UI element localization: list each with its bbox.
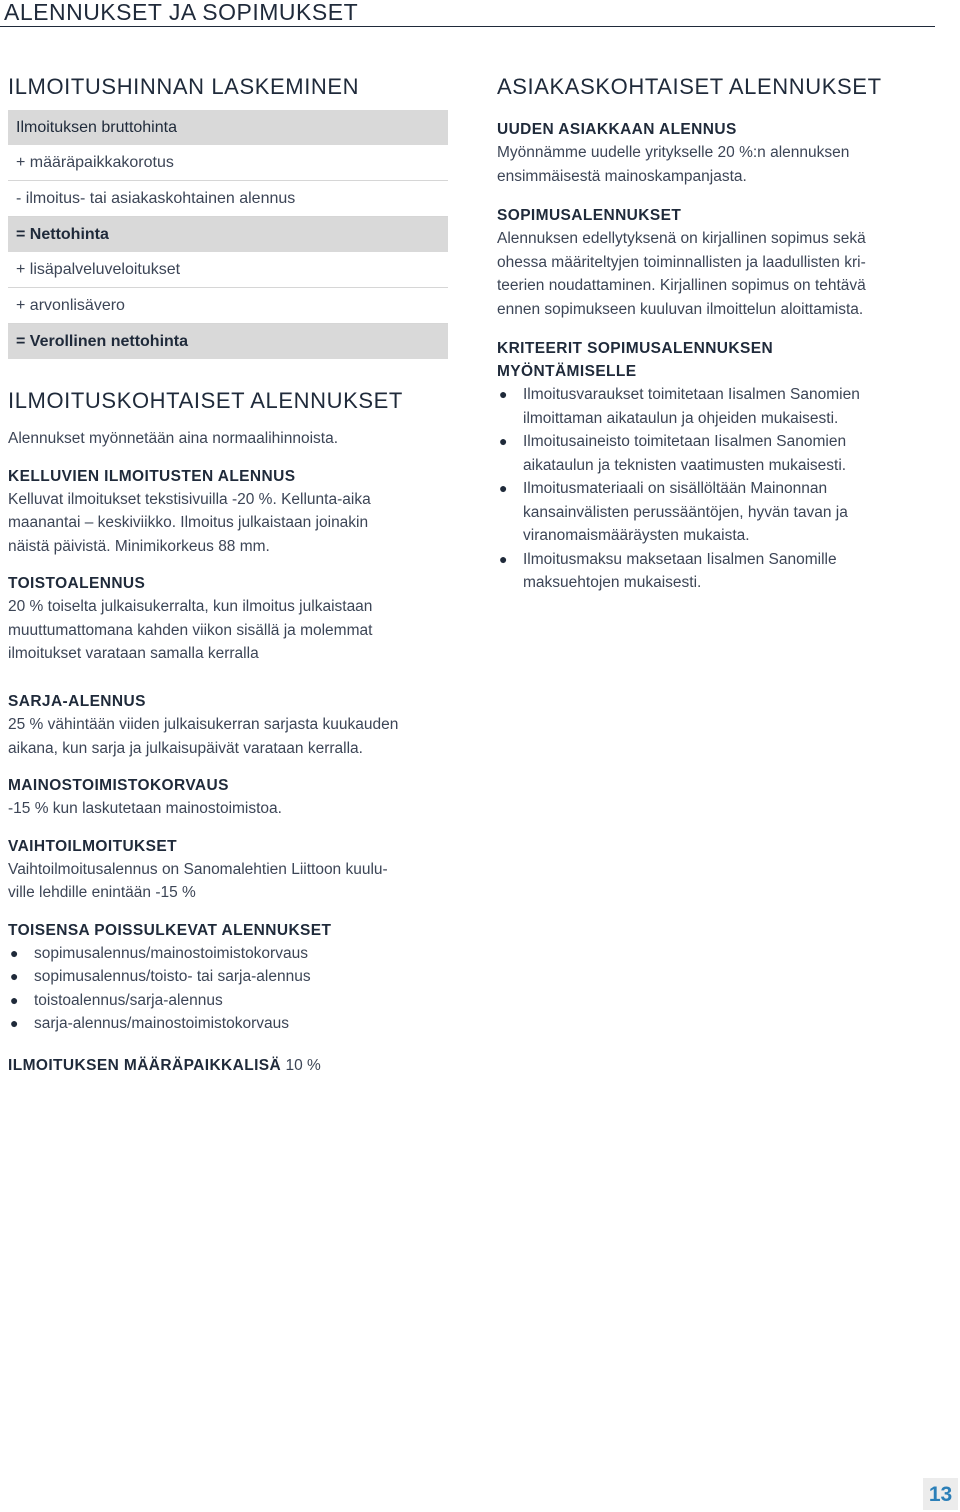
contract-discounts-line: teerien noudattaminen. Kirjallinen sopimus on tehtävä [497, 277, 866, 294]
list-item [8, 1012, 458, 1036]
page-number: 13 [923, 1478, 958, 1510]
list-item [497, 430, 937, 477]
contract-discounts-line: Alennuksen edellytyksenä on kirjallinen sopimus sekä [497, 230, 866, 247]
contract-discounts-heading: SOPIMUSALENNUKSET [497, 207, 682, 224]
series-discount-section [8, 690, 458, 760]
repeat-discount-line: 20 % toiselta julkaisukerralta, kun ilmoitus julkaistaan [8, 598, 373, 615]
bullet-icon: ● [10, 991, 19, 1008]
bullet-icon: ● [10, 1015, 19, 1031]
bullet-icon: ● [499, 433, 508, 449]
list-item [497, 477, 937, 548]
list-item-text: maksuehtojen mukaisesti. [523, 574, 702, 591]
criteria-heading: MYÖNTÄMISELLE [497, 363, 637, 380]
list-item [8, 965, 458, 989]
contract-discounts-line: ennen sopimukseen kuuluvan ilmoittelun aloittamista. [497, 300, 864, 318]
list-item [8, 942, 458, 966]
repeat-discount-line: ilmoitukset varataan samalla kerralla [8, 645, 259, 662]
repeat-discount-heading: TOISTOALENNUS [8, 575, 146, 592]
bullet-icon: ● [499, 480, 508, 496]
left-column [8, 72, 448, 680]
placement-surcharge-value: 10 % [281, 1056, 321, 1074]
page-title: ALENNUKSET JA SOPIMUKSET [4, 0, 359, 25]
contract-discounts-section [497, 204, 937, 321]
agency-fee-heading: MAINOSTOIMISTOKORVAUS [8, 777, 229, 794]
exclusive-discounts-list [8, 942, 458, 1036]
price-calc-title: ILMOITUSHINNAN LASKEMINEN [8, 74, 360, 99]
list-item-text: sopimusalennus/toisto- tai sarja-alennus [34, 968, 311, 985]
new-customer-section [497, 118, 937, 188]
contract-discounts-line: ohessa määriteltyjen toiminnallisten ja laadullisten kri- [497, 253, 866, 271]
floating-discount-heading: KELLUVIEN ILMOITUSTEN ALENNUS [8, 467, 296, 485]
criteria-section [497, 337, 937, 595]
criteria-heading: KRITEERIT SOPIMUSALENNUKSEN [497, 340, 774, 357]
series-discount-line: 25 % vähintään viiden julkaisukerran sarjasta kuukauden [8, 716, 399, 733]
criteria-list [497, 383, 937, 595]
page-header [0, 0, 935, 27]
floating-discount-line: näistä päivistä. Minimikorkeus 88 mm. [8, 537, 270, 555]
floating-discount-section [8, 465, 448, 559]
series-discount-line: aikana, kun sarja ja julkaisupäivät varataan kerralla. [8, 739, 363, 757]
ad-discounts-intro: Alennukset myönnetään aina normaalihinnoista. [8, 430, 339, 447]
right-column [497, 72, 937, 609]
repeat-discount-section [8, 572, 448, 666]
left-column-lower [8, 690, 458, 1077]
calc-row-net-with-vat: = Verollinen nettohinta [8, 324, 448, 359]
new-customer-line: Myönnämme uudelle yritykselle 20 %:n alennuksen [497, 144, 850, 161]
list-item-text: Ilmoitusaineisto toimitetaan Iisalmen Sanomien [523, 433, 847, 450]
calc-row-net: = Nettohinta [8, 217, 448, 252]
list-item-text: viranomaismääräysten mukaista. [523, 527, 750, 544]
new-customer-line: ensimmäisestä mainoskampanjasta. [497, 167, 747, 185]
placement-surcharge [8, 1054, 458, 1078]
price-calc-table [8, 110, 448, 359]
exchange-ads-line: ville lehdille enintään -15 % [8, 884, 196, 901]
list-item [8, 989, 458, 1013]
bullet-icon: ● [10, 944, 19, 961]
calc-row-gross: Ilmoituksen bruttohinta [8, 110, 448, 145]
bullet-icon: ● [499, 386, 508, 402]
floating-discount-line: Kelluvat ilmoitukset tekstisivuilla -20 %. Kellunta-aika [8, 490, 371, 508]
list-item-text: ilmoittaman aikataulun ja ohjeiden mukaisesti. [523, 409, 839, 427]
series-discount-heading: SARJA-ALENNUS [8, 693, 146, 710]
list-item-text: kansainvälisten perussääntöjen, hyvän tavan ja [523, 503, 848, 521]
agency-fee-line: -15 % kun laskutetaan mainostoimistoa. [8, 800, 282, 817]
repeat-discount-line: muuttumattomana kahden viikon sisällä ja molemmat [8, 621, 373, 639]
exclusive-discounts-section [8, 919, 458, 1036]
calc-row-placement: + määräpaikkakorotus [8, 145, 448, 181]
calc-row-discount: - ilmoitus- tai asiakaskohtainen alennus [8, 181, 448, 217]
list-item-text: toistoalennus/sarja-alennus [34, 991, 223, 1009]
ad-discounts-title: ILMOITUSKOHTAISET ALENNUKSET [8, 388, 403, 413]
exchange-ads-section [8, 835, 458, 905]
list-item-text: Ilmoitusmaksu maksetaan Iisalmen Sanomille [523, 550, 837, 568]
bullet-icon: ● [499, 550, 508, 567]
list-item-text: sopimusalennus/mainostoimistokorvaus [34, 944, 308, 962]
calc-row-extra-services: + lisäpalveluveloitukset [8, 252, 448, 288]
list-item-text: aikataulun ja teknisten vaatimusten mukaisesti. [523, 456, 847, 474]
new-customer-heading: UUDEN ASIAKKAAN ALENNUS [497, 121, 737, 138]
list-item-text: Ilmoitusmateriaali on sisällöltään Mainonnan [523, 480, 828, 497]
list-item-text: Ilmoitusvaraukset toimitetaan Iisalmen Sanomien [523, 386, 860, 403]
exchange-ads-heading: VAIHTOILMOITUKSET [8, 837, 177, 855]
exclusive-discounts-heading: TOISENSA POISSULKEVAT ALENNUKSET [8, 921, 332, 939]
exchange-ads-line: Vaihtoilmoitusalennus on Sanomalehtien Liittoon kuulu- [8, 860, 388, 878]
list-item [497, 383, 937, 430]
calc-row-vat: + arvonlisävero [8, 288, 448, 324]
floating-discount-line: maanantai – keskiviikko. Ilmoitus julkaistaan joinakin [8, 514, 369, 531]
bullet-icon: ● [10, 968, 19, 984]
agency-fee-section [8, 774, 458, 821]
customer-discounts-title: ASIAKASKOHTAISET ALENNUKSET [497, 74, 882, 99]
list-item-text: sarja-alennus/mainostoimistokorvaus [34, 1015, 290, 1032]
placement-surcharge-heading: ILMOITUKSEN MÄÄRÄPAIKKALISÄ [8, 1056, 282, 1074]
list-item [497, 548, 937, 595]
